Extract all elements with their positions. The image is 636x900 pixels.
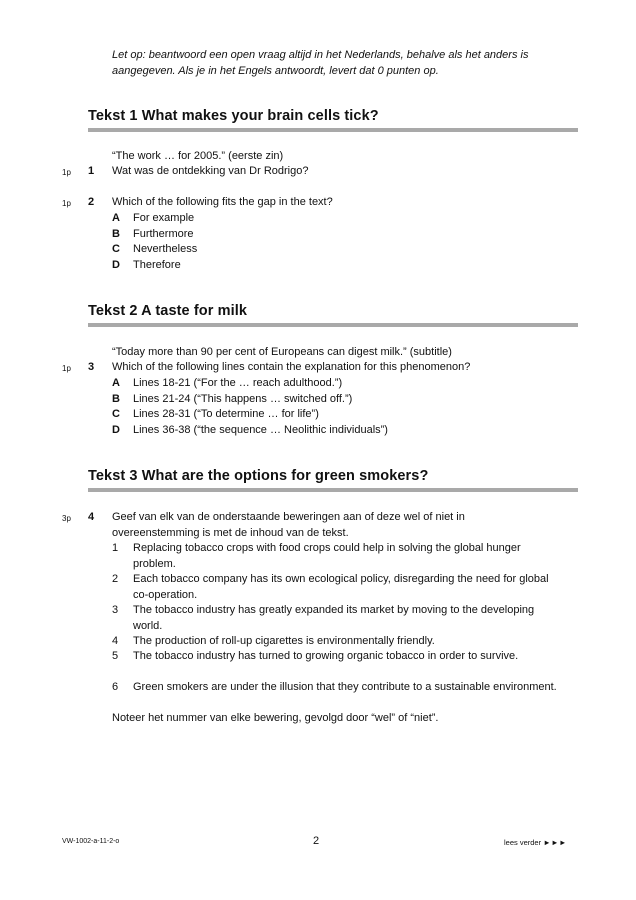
question-points: 1p — [62, 168, 71, 177]
statement-number: 2 — [112, 573, 119, 585]
option-letter: D — [112, 424, 120, 436]
continue-arrows-icon: ►►► — [543, 838, 567, 847]
statement-text: Each tobacco company has its own ecological policy, disregarding the need for global co-operation. — [133, 573, 549, 601]
option-letter: B — [112, 393, 120, 405]
question-number: 4 — [88, 511, 95, 523]
statement-text: The tobacco industry has turned to growing organic tobacco in order to survive. — [133, 650, 519, 662]
option-text: For example — [133, 212, 195, 224]
option-text: Lines 18-21 (“For the … reach adulthood.”) — [133, 377, 343, 389]
page-number: 2 — [313, 835, 320, 847]
question-text: Which of the following lines contain the explanation for this phenomenon? — [112, 361, 471, 373]
question-text: Wat was de ontdekking van Dr Rodrigo? — [112, 165, 309, 177]
section-divider — [88, 128, 578, 132]
section-divider — [88, 488, 578, 492]
option-letter: D — [112, 259, 120, 271]
statement-number: 6 — [112, 681, 119, 693]
section-heading-tekst-3: Tekst 3 What are the options for green smokers? — [88, 468, 429, 484]
option-letter: C — [112, 408, 120, 420]
statement-text: The tobacco industry has greatly expanded its market by moving to the developing world. — [133, 604, 535, 632]
option-text: Lines 28-31 (“To determine … for life”) — [133, 408, 319, 420]
option-letter: A — [112, 377, 120, 389]
section-divider — [88, 323, 578, 327]
statement-number: 5 — [112, 650, 119, 662]
option-letter: B — [112, 228, 120, 240]
continue-label: lees verder — [504, 838, 542, 847]
statement-number: 3 — [112, 604, 119, 616]
option-letter: C — [112, 243, 120, 255]
question-points: 1p — [62, 364, 71, 373]
statement-text: Replacing tobacco crops with food crops could help in solving the global hunger problem. — [133, 542, 521, 570]
question-number: 2 — [88, 196, 95, 208]
option-text: Nevertheless — [133, 243, 198, 255]
statement-text: Green smokers are under the illusion that they contribute to a sustainable environment. — [133, 681, 557, 693]
section-heading-tekst-2: Tekst 2 A taste for milk — [88, 303, 247, 319]
section-heading-tekst-1: Tekst 1 What makes your brain cells tick? — [88, 108, 379, 124]
statement-number: 1 — [112, 542, 119, 554]
question-number: 3 — [88, 361, 95, 373]
answer-instruction: Noteer het nummer van elke bewering, gevolgd door “wel” of “niet”. — [112, 712, 439, 724]
footer-exam-code: VW-1002-a-11-2-o — [62, 838, 120, 845]
question-points: 1p — [62, 199, 71, 208]
question-points: 3p — [62, 514, 71, 523]
statement-number: 4 — [112, 635, 119, 647]
instruction-note: Let op: beantwoord een open vraag altijd in het Nederlands, behalve als het anders is aangegeven. Als je in het Engels antwoordt, levert dat 0 punten op. — [112, 49, 529, 77]
text-quote: “The work … for 2005.” (eerste zin) — [112, 150, 284, 162]
statement-text: The production of roll-up cigarettes is environmentally friendly. — [133, 635, 435, 647]
continue-indicator — [504, 838, 567, 847]
option-text: Lines 36-38 (“the sequence … Neolithic individuals”) — [133, 424, 388, 436]
question-text: Which of the following fits the gap in the text? — [112, 196, 333, 208]
question-text: overeenstemming is met de inhoud van de tekst. — [112, 527, 349, 539]
text-quote: “Today more than 90 per cent of Europeans can digest milk.” (subtitle) — [112, 346, 452, 358]
option-text: Therefore — [133, 259, 181, 271]
option-text: Furthermore — [133, 228, 194, 240]
question-text: Geef van elk van de onderstaande beweringen aan of deze wel of niet in — [112, 511, 465, 523]
question-number: 1 — [88, 165, 95, 177]
option-letter: A — [112, 212, 120, 224]
option-text: Lines 21-24 (“This happens … switched off.”) — [133, 393, 353, 405]
